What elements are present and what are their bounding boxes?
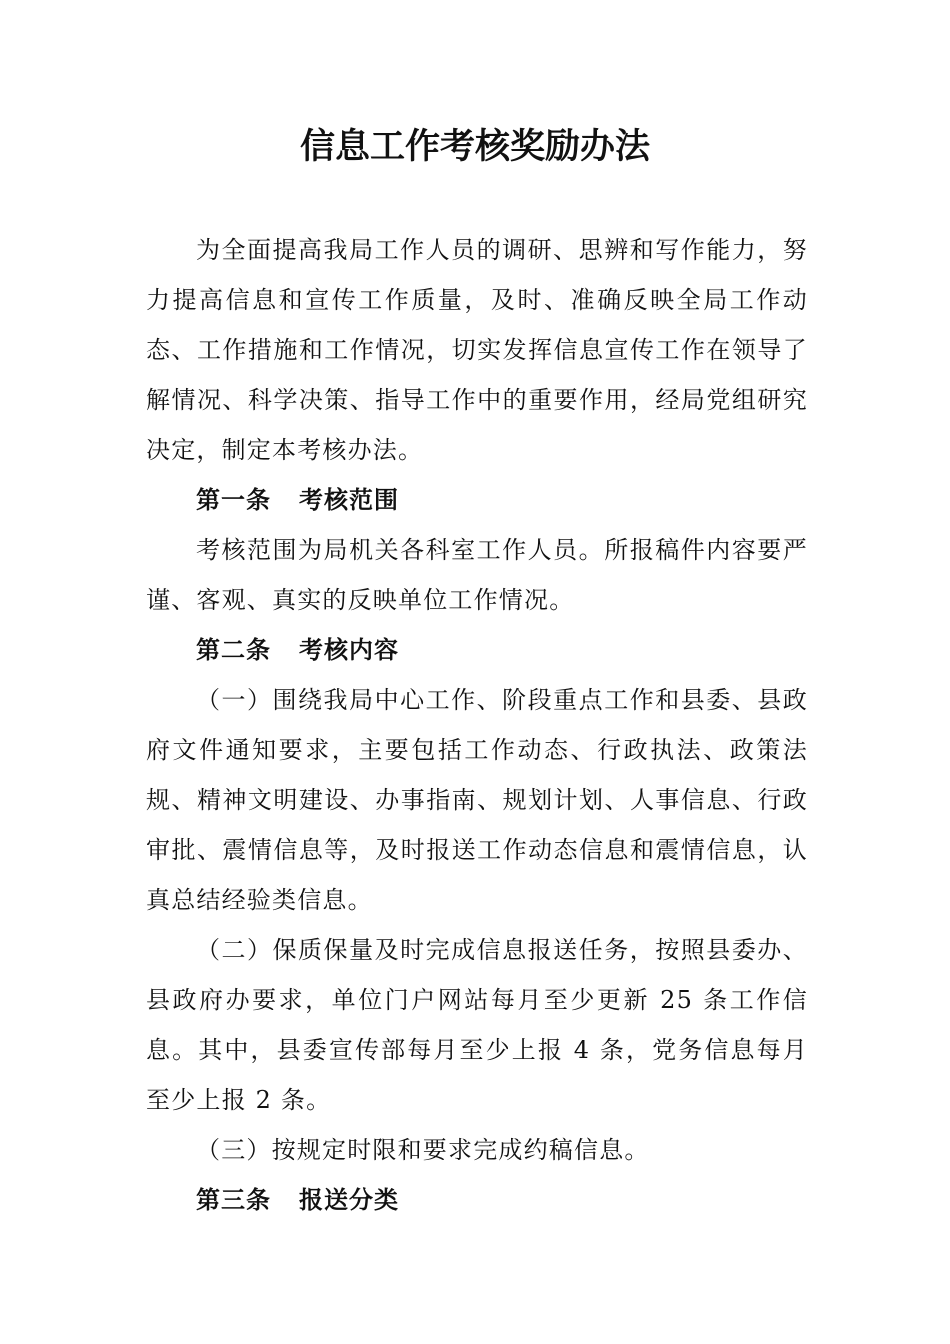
document-body bbox=[146, 225, 808, 1225]
article-3-number: 第三条 bbox=[196, 1186, 271, 1214]
article-1-number: 第一条 bbox=[196, 486, 271, 514]
article-2-number: 第二条 bbox=[196, 636, 271, 664]
intro-paragraph: 为全面提高我局工作人员的调研、思辨和写作能力，努力提高信息和宣传工作质量，及时、准确反映全局工作动态、工作措施和工作情况，切实发挥信息宣传工作在领导了解情况、科学决策、指导工作中的重要作用，经局党组研究决定，制定本考核办法。 bbox=[146, 236, 808, 464]
article-2-item-2: （二）保质保量及时完成信息报送任务，按照县委办、县政府办要求，单位门户网站每月至少更新 25 条工作信息。其中，县委宣传部每月至少上报 4 条，党务信息每月至少上报 2 条。 bbox=[146, 936, 808, 1114]
article-3-heading bbox=[146, 1175, 808, 1225]
article-1-paragraph: 考核范围为局机关各科室工作人员。所报稿件内容要严谨、客观、真实的反映单位工作情况。 bbox=[146, 536, 808, 614]
article-3-title: 报送分类 bbox=[299, 1186, 399, 1214]
article-2-title: 考核内容 bbox=[299, 636, 399, 664]
document-title: 信息工作考核奖励办法 bbox=[299, 126, 650, 167]
article-2-item-3: （三）按规定时限和要求完成约稿信息。 bbox=[196, 1136, 650, 1164]
article-2-item-1: （一）围绕我局中心工作、阶段重点工作和县委、县政府文件通知要求，主要包括工作动态、行政执法、政策法规、精神文明建设、办事指南、规划计划、人事信息、行政审批、震情信息等，及时报送工作动态信息和震情信息，认真总结经验类信息。 bbox=[146, 686, 808, 914]
article-1-heading bbox=[146, 475, 808, 525]
article-2-heading bbox=[146, 625, 808, 675]
article-1-title: 考核范围 bbox=[299, 486, 399, 514]
